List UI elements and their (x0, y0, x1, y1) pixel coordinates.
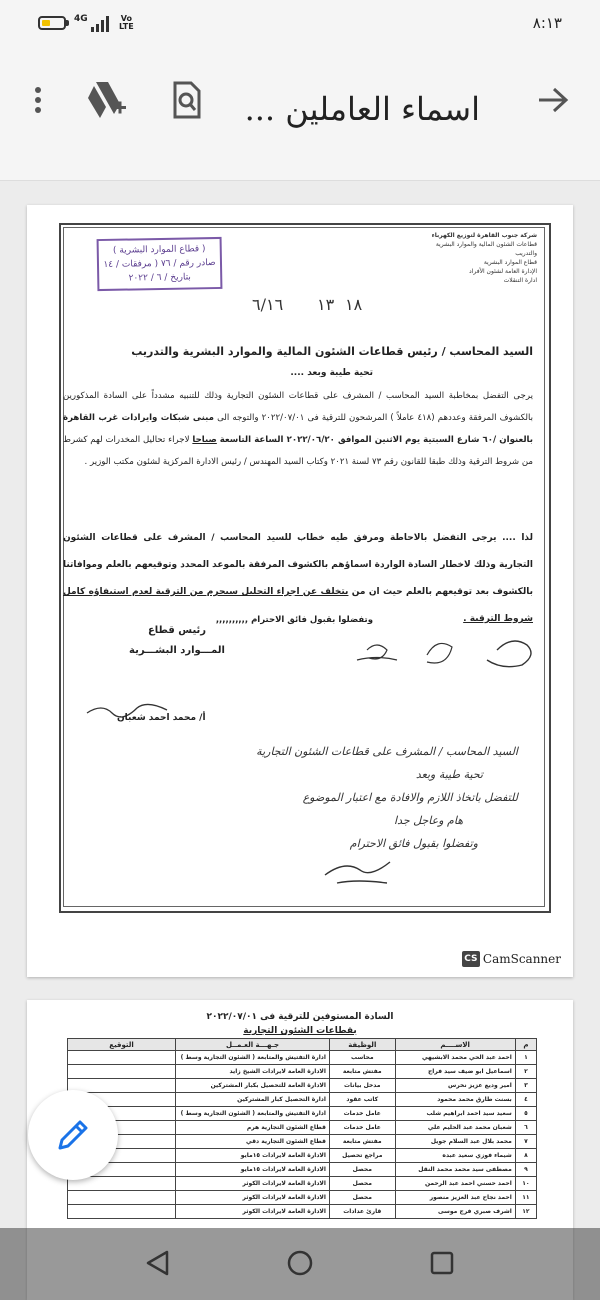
handwritten-initials (287, 630, 557, 680)
workplace: ادارة التحصيل كبار المشتركين (176, 1093, 330, 1107)
volte-bottom: LTE (119, 22, 134, 31)
stamp-line-1: ( قطاع الموارد البشرية ) (112, 244, 206, 256)
table-row (68, 1093, 537, 1107)
forward-arrow-icon[interactable] (530, 82, 576, 118)
table-row (68, 1107, 537, 1121)
employee-name: امير وديع عزيز نخرس (395, 1079, 515, 1093)
job-title: كاتب عقود (329, 1093, 395, 1107)
job-title: عامل خدمات (329, 1107, 395, 1121)
paragraph-1-text-end: لاجراء تحاليل المخدرات لهم كشرط من شروط الترقية وذلك طبقا للقانون رقم ٧٣ لسنة ٢٠٢١ وكتاب السيد المهندس / رئيس الادارة المركزية لشئون مكتب الوزير . (63, 435, 533, 467)
column-header: التوقيع (68, 1039, 176, 1051)
row-number: ٩ (515, 1163, 536, 1177)
table-row (68, 1149, 537, 1163)
signature-title-2: المـــوارد البشـــرية (129, 645, 225, 656)
search-document-icon[interactable] (166, 78, 208, 122)
signature-cell (68, 1191, 176, 1205)
handwritten-note-line-2: تحية طيبة وبعد (415, 768, 483, 781)
stamp-line-2: صادر رقم / ٧٦ ( مرفقات / ١٤ (103, 258, 216, 270)
paragraph-1-text: يرجى التفضل بمخاطبة السيد المحاسب / المشرف على قطاعات الشئون التجارية وذلك للتنبيه مشدداً على السادة المذكورين بالكشوف المرفقة وعددهم (٤١٨ عاملاً ) المرشحون للترقية فى ٢٠٢٢/٠٧/٠١ والتوجه الى (63, 391, 534, 423)
table-row (68, 1051, 537, 1065)
row-number: ١٢ (515, 1205, 536, 1219)
row-number: ١١ (515, 1191, 536, 1205)
job-title: محصل (329, 1163, 395, 1177)
workplace: الادارة العامة لايرادات الشيخ زايد (176, 1065, 330, 1079)
job-title: قارئ عدادات (329, 1205, 395, 1219)
row-number: ٨ (515, 1149, 536, 1163)
workplace: الادارة العامة لايرادات الكوثر (176, 1177, 330, 1191)
letterhead-line: الإدارة العامة لشئون الأفراد (469, 268, 537, 275)
table-row (68, 1121, 537, 1135)
letterhead (417, 231, 537, 285)
table-row (68, 1163, 537, 1177)
status-bar (0, 0, 600, 50)
employee-name: سعيد سيد احمد ابراهيم شلب (395, 1107, 515, 1121)
edit-pencil-icon (56, 1118, 90, 1152)
employee-name: شعبان محمد عبد الحليم علي (395, 1121, 515, 1135)
signal-strength-icon (90, 16, 114, 32)
recents-square-icon[interactable] (427, 1248, 457, 1278)
handwritten-note-line-1: السيد المحاسب / المشرف على قطاعات الشئون التجارية (256, 745, 518, 758)
employee-name: احمد حسني احمد عبد الرحمن (395, 1177, 515, 1191)
row-number: ٧ (515, 1135, 536, 1149)
paragraph-1 (63, 385, 533, 473)
page-2-heading-line-1: السادة المستوفين للترقية فى ٢٠٢٢/٠٧/٠١ (206, 1012, 394, 1022)
job-title: مدخل بيانات (329, 1079, 395, 1093)
page-2-heading (27, 1010, 573, 1038)
table-row (68, 1177, 537, 1191)
document-title: اسماء العاملين ... (244, 90, 480, 128)
page-2-heading-line-2: بقطاعات الشئون التجارية (243, 1026, 357, 1036)
employee-name: شيماء فوزي سعيد عبده (395, 1149, 515, 1163)
date-month: ٦/١٦ (252, 295, 284, 314)
job-title: مفتش متابعة (329, 1065, 395, 1079)
top-app-bar (0, 50, 600, 181)
paragraph-1-highlight: مبنى شبكات وايرادات غرب القاهرة بالعنوان /٦٠ شارع السبتية يوم الاثنين الموافق ٢٠٢٢/٠٦/٢٠ الساعة التاسعة (63, 413, 534, 445)
addressee: السيد المحاسب / رئيس قطاعات الشئون المالية والموارد البشرية والتدريب (131, 345, 533, 358)
table-row (68, 1135, 537, 1149)
column-header: الاســــم (395, 1039, 515, 1051)
paragraph-1-underlined: صباحا (192, 435, 217, 445)
employee-name: احمد نجاح عبد العزيز منصور (395, 1191, 515, 1205)
job-title: مفتش متابعة (329, 1135, 395, 1149)
volte-top: Vo (120, 14, 132, 23)
paragraph-2-text: لذا .... يرجى التفضل بالاحاطة ومرفق طيه خطاب للسيد المحاسب / المشرف على قطاعات الشئون التجارية وذلك لاخطار السادة الواردة اسماؤهم بالكشوف المرفقة بالموعد المحدد وتوقيعهم بالعلم وموافاتنا بالكشوف بعد توقيعهم بالعلم حيث ان من (63, 533, 533, 597)
home-circle-icon[interactable] (285, 1248, 315, 1278)
employee-name: بسنت طارق محمد محمود (395, 1093, 515, 1107)
handwritten-signature-2 (317, 855, 397, 895)
battery-level (42, 20, 50, 26)
employee-name: اسماعيل ابو ضيف سيد فراج (395, 1065, 515, 1079)
column-header: م (515, 1039, 536, 1051)
battery-icon (38, 16, 66, 30)
workplace: قطاع الشئون التجارية دقي (176, 1135, 330, 1149)
letterhead-line: ادارة التنقلات (503, 277, 537, 284)
system-nav-bar (0, 1228, 600, 1300)
row-number: ٢ (515, 1065, 536, 1079)
row-number: ١٠ (515, 1177, 536, 1191)
network-type: 4G (74, 14, 88, 24)
workplace: ادارة التفتيش والمتابعة ( الشئون التجارية وسط ) (176, 1051, 330, 1065)
table-header-row (68, 1039, 537, 1051)
signature-cell (68, 1065, 176, 1079)
employee-name: اشرف صبري فرج موسى (395, 1205, 515, 1219)
signatory-name: أ/ محمد احمد شعبان (117, 713, 206, 723)
camscanner-label: CamScanner (482, 952, 561, 966)
date-day: ١٨ (345, 295, 363, 314)
table-row (68, 1191, 537, 1205)
staff-table (67, 1038, 537, 1219)
employee-name: احمد عبد الحي محمد الابشيهي (395, 1051, 515, 1065)
workplace: الادارة العامة لايرادات ١٥مايو (176, 1163, 330, 1177)
letterhead-line: قطاعات الشئون المالية والموارد البشرية والتدريب (435, 241, 537, 257)
row-number: ٦ (515, 1121, 536, 1135)
workplace: الادارة العامة لايرادات الكوثر (176, 1205, 330, 1219)
column-header: الوظيفة (329, 1039, 395, 1051)
battery-tip (66, 20, 69, 26)
employee-name: مصطفى سيد محمد محمد النقل (395, 1163, 515, 1177)
workplace: الادارة العامة للتحصيل بكبار المشتركين (176, 1079, 330, 1093)
camscanner-logo: CS (462, 951, 480, 967)
signature-cell (68, 1205, 176, 1219)
workplace: الادارة العامة لايرادات الكوثر (176, 1191, 330, 1205)
back-triangle-icon[interactable] (143, 1248, 173, 1278)
job-title: مراجع تحصيل (329, 1149, 395, 1163)
date-number: ١٣ (317, 295, 335, 314)
outgoing-stamp (97, 237, 223, 291)
row-number: ٥ (515, 1107, 536, 1121)
workplace: ادارة التفتيش والمتابعة ( الشئون التجارية وسط ) (176, 1107, 330, 1121)
paragraph-2-underlined: يتخلف عن اجراء التحليل سيحرم من الترقية لعدم استيفاؤه كامل شروط الترقية . (63, 587, 533, 624)
closing-line: وتفضلوا بقبول فائق الاحترام ,,,,,,,,,, (215, 615, 373, 625)
letterhead-line: قطاع الموارد البشرية (483, 259, 537, 266)
row-number: ٤ (515, 1093, 536, 1107)
table-row (68, 1205, 537, 1219)
signature-cell (68, 1051, 176, 1065)
workplace: الادارة العامة لايرادات ١٥مايو (176, 1149, 330, 1163)
handwritten-note-line-4: هام وعاجل جدا (394, 814, 463, 827)
greeting: تحية طيبة وبعد .... (290, 368, 373, 378)
clock: ٨:١٣ (532, 14, 562, 32)
employee-name: محمد بلال عبد السلام جويل (395, 1135, 515, 1149)
letterhead-line: شركة جنوب القاهرة لتوزيع الكهرباء (431, 232, 537, 239)
add-to-drive-icon[interactable] (82, 76, 130, 124)
camscanner-watermark (462, 951, 561, 967)
job-title: عامل خدمات (329, 1121, 395, 1135)
signature-block (122, 621, 232, 661)
stamp-line-3: بتاريخ / ٦ / ٢٠٢٢ (128, 272, 191, 284)
table-row (68, 1079, 537, 1093)
handwritten-note-line-5: وتفضلوا بقبول فائق الاحترام (349, 837, 478, 850)
handwritten-note-line-3: للتفضل باتخاذ اللازم والافادة مع اعتبار الموضوع (302, 791, 518, 804)
staff-table-body (68, 1051, 537, 1219)
job-title: محصل (329, 1191, 395, 1205)
column-header: جـهـــة العـمــل (176, 1039, 330, 1051)
more-vert-icon[interactable] (20, 82, 56, 118)
workplace: قطاع الشئون التجارية هرم (176, 1121, 330, 1135)
row-number: ١ (515, 1051, 536, 1065)
job-title: محاسب (329, 1051, 395, 1065)
edit-fab[interactable] (28, 1090, 118, 1180)
signature-title-1: رئيس قطاع (147, 625, 207, 636)
document-page-1 (27, 205, 573, 977)
volte-indicator (119, 15, 134, 31)
table-row (68, 1065, 537, 1079)
row-number: ٣ (515, 1079, 536, 1093)
job-title: محصل (329, 1177, 395, 1191)
